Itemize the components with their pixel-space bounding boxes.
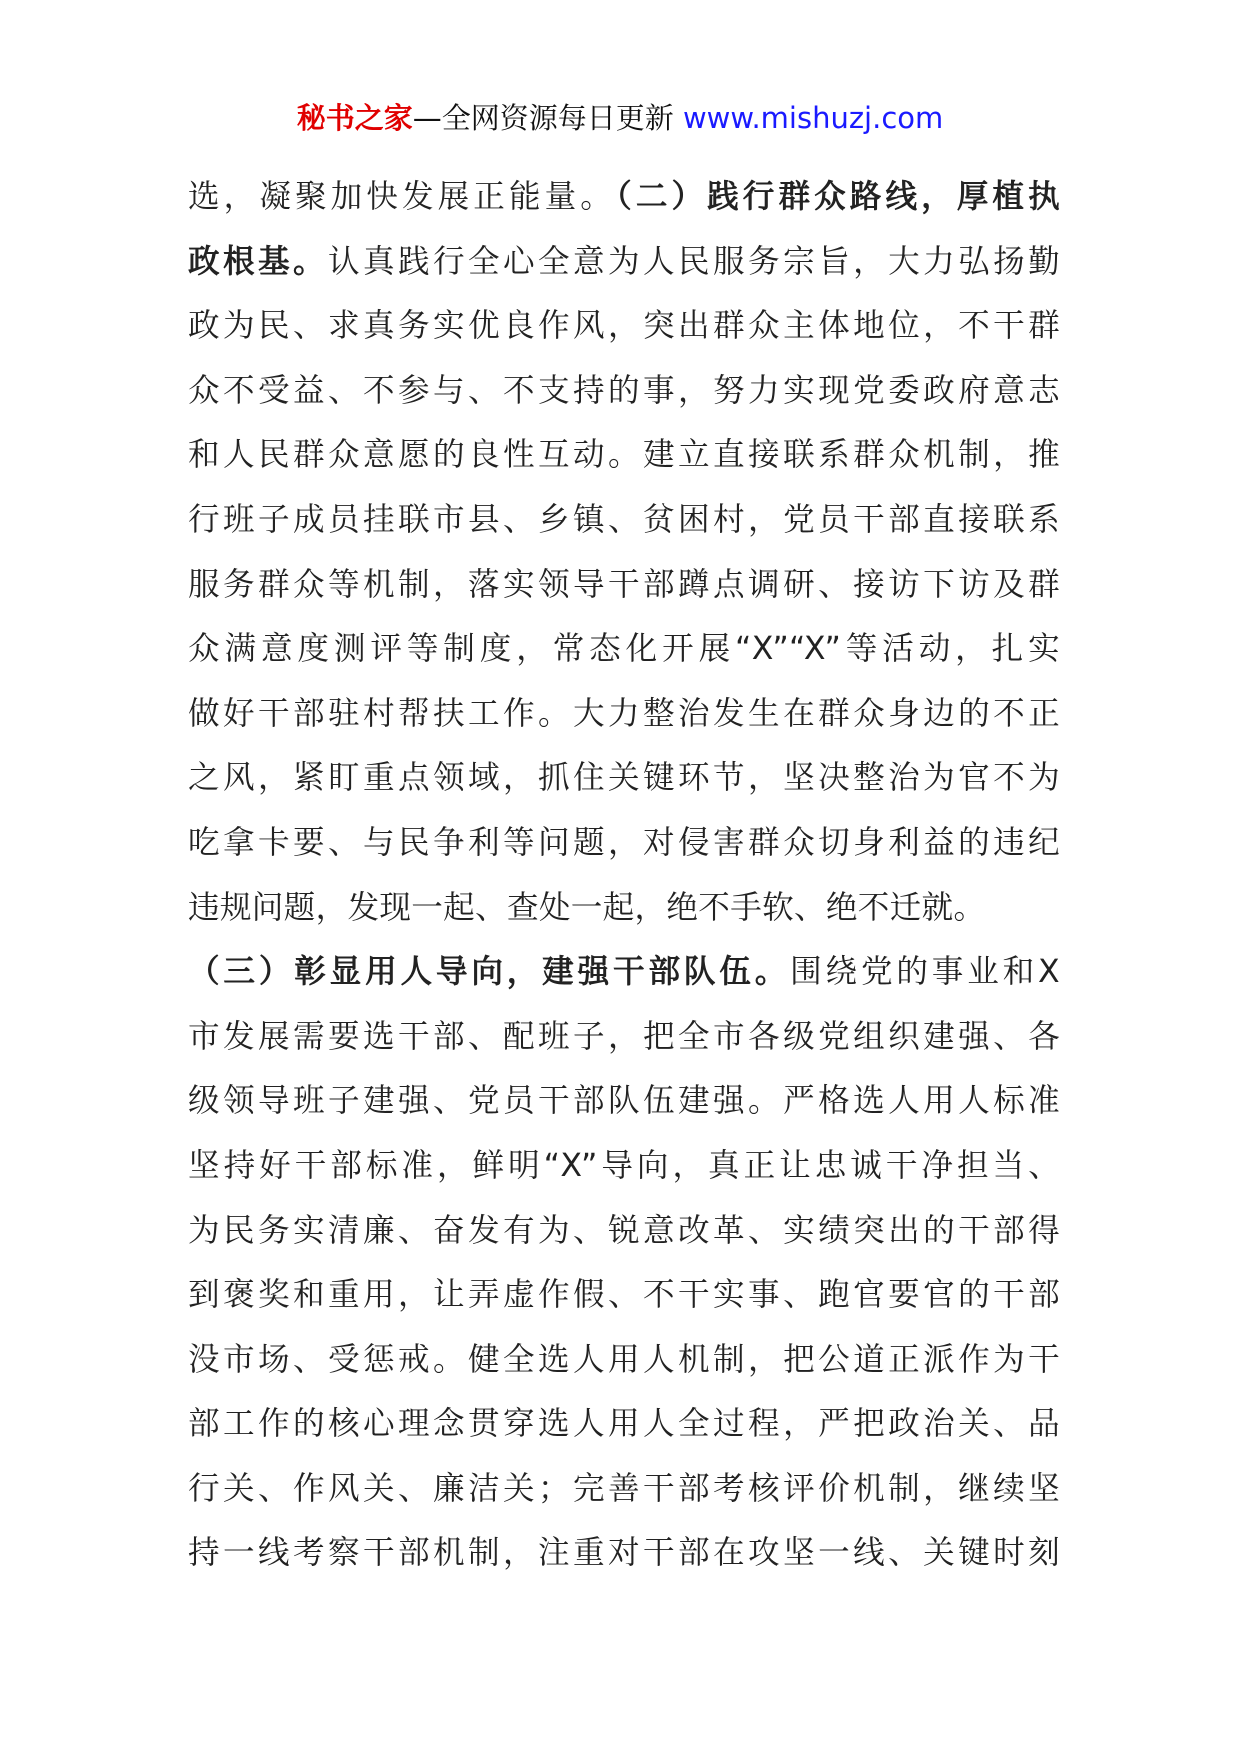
body-text: 为民务实清廉、奋发有为、锐意改革、实绩突出的干部得: [188, 1212, 1060, 1249]
body-text: 级领导班子建强、党员干部队伍建强。严格选人用人标准: [188, 1083, 1060, 1120]
body-text: 吃拿卡要、与民争利等问题，对侵害群众切身利益的违纪: [188, 824, 1060, 861]
body-text: 围绕党的事业和X: [790, 954, 1060, 991]
page-header: [0, 98, 1240, 138]
website-link[interactable]: www.mishuzj.com: [682, 101, 944, 135]
body-text: 市发展需要选干部、配班子，把全市各级党组织建强、各: [188, 1018, 1060, 1055]
body-text: 认真践行全心全意为人民服务宗旨，大力弘扬勤: [328, 243, 1060, 280]
bold-heading-text: （三）彰显用人导向，建强干部队伍。: [188, 954, 791, 991]
body-line: [188, 488, 1060, 553]
body-line: [188, 423, 1060, 488]
body-text: 众满意度测评等制度，常态化开展“X”“X”等活动，扎实: [188, 631, 1060, 668]
body-line: [188, 359, 1060, 424]
body-line: [188, 1328, 1060, 1393]
body-line: [188, 1134, 1060, 1199]
body-line: [188, 617, 1060, 682]
bold-heading-text: 政根基。: [188, 243, 329, 280]
bold-heading-text: （二）践行群众路线，厚植执: [615, 179, 1060, 215]
body-text: 和人民群众意愿的良性互动。建立直接联系群众机制，推: [188, 437, 1060, 474]
body-line: [188, 1392, 1060, 1457]
body-text: 选，凝聚加快发展正能量。: [188, 179, 616, 215]
body-line: [188, 1005, 1060, 1070]
body-line: [188, 940, 1060, 1005]
body-line: [188, 230, 1060, 295]
body-text: 坚持好干部标准，鲜明“X”导向，真正让忠诚干净担当、: [188, 1147, 1060, 1184]
body-text: 服务群众等机制，落实领导干部蹲点调研、接访下访及群: [188, 566, 1060, 603]
body-line: [188, 1199, 1060, 1264]
body-text: 之风，紧盯重点领域，抓住关键环节，坚决整治为官不为: [188, 760, 1060, 797]
body-line: [188, 1457, 1060, 1522]
document-body: [188, 165, 1060, 1586]
body-text: 部工作的核心理念贯穿选人用人全过程，严把政治关、品: [188, 1406, 1060, 1443]
body-line: [188, 165, 1060, 230]
body-text: 行班子成员挂联市县、乡镇、贫困村，党员干部直接联系: [188, 501, 1060, 538]
body-text: 到褒奖和重用，让弄虚作假、不干实事、跑官要官的干部: [188, 1277, 1060, 1314]
body-line: [188, 682, 1060, 747]
body-line: [188, 294, 1060, 359]
body-line: [188, 811, 1060, 876]
body-text: 行关、作风关、廉洁关；完善干部考核评价机制，继续坚: [188, 1470, 1060, 1507]
body-text: 政为民、求真务实优良作风，突出群众主体地位，不干群: [188, 308, 1060, 345]
body-line: [188, 553, 1060, 618]
body-text: 违规问题，发现一起、查处一起，绝不手软、绝不迁就。: [188, 889, 986, 926]
body-line: [188, 746, 1060, 811]
brand-name: 秘书之家: [296, 101, 413, 135]
body-text: 众不受益、不参与、不支持的事，努力实现党委政府意志: [188, 372, 1060, 409]
body-text: 持一线考察干部机制，注重对干部在攻坚一线、关键时刻: [188, 1535, 1060, 1572]
body-line: [188, 1263, 1060, 1328]
body-text: 做好干部驻村帮扶工作。大力整治发生在群众身边的不正: [188, 695, 1060, 732]
body-line: [188, 1069, 1060, 1134]
body-line: [188, 876, 1060, 941]
body-line: [188, 1521, 1060, 1586]
body-text: 没市场、受惩戒。健全选人用人机制，把公道正派作为干: [188, 1341, 1060, 1378]
header-slogan: —全网资源每日更新: [412, 101, 674, 135]
